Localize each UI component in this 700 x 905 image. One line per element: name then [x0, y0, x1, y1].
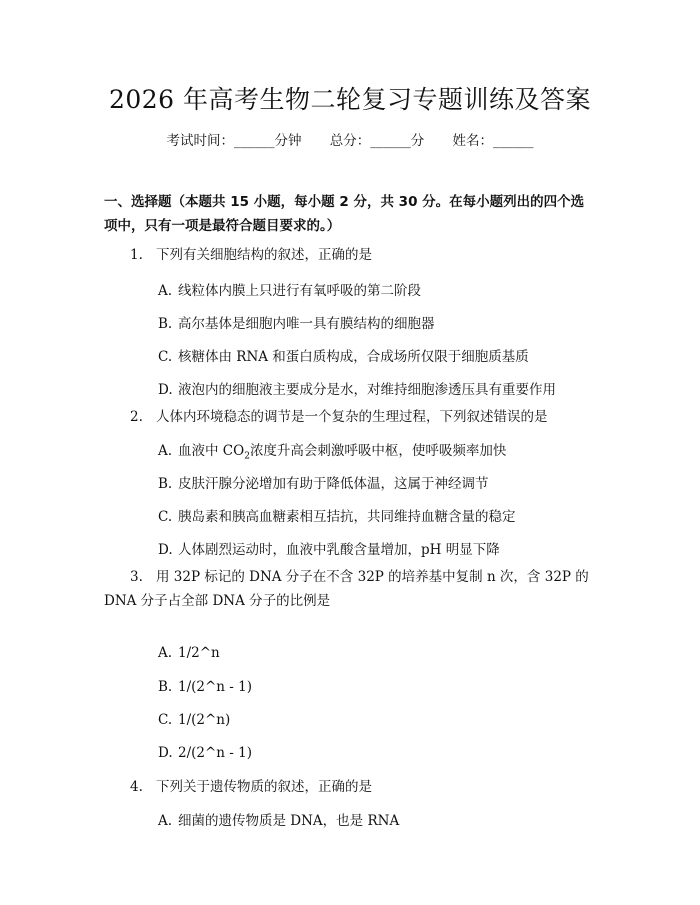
- student-name-field: 姓名：______: [452, 133, 534, 149]
- option-text: 1/2^n: [178, 645, 220, 661]
- question-text: 人体内环境稳态的调节是一个复杂的生理过程，下列叙述错误的是: [156, 409, 548, 425]
- option-letter: A.: [158, 813, 173, 829]
- option-text: 1/(2^n): [178, 712, 231, 728]
- question-number: 2.: [130, 409, 143, 425]
- question-2-option-d: [158, 539, 598, 561]
- question-2-stem: [104, 405, 596, 429]
- question-2-option-a: [158, 440, 598, 462]
- question-text: 下列有关细胞结构的叙述，正确的是: [156, 247, 372, 263]
- option-letter: C.: [158, 509, 173, 525]
- question-number: 1.: [130, 247, 143, 263]
- option-text: 2/(2^n - 1): [178, 745, 252, 761]
- option-text: 人体剧烈运动时，血液中乳酸含量增加，pH 明显下降: [178, 542, 500, 558]
- option-text: 高尔基体是细胞内唯一具有膜结构的细胞器: [178, 316, 435, 332]
- option-letter: A.: [158, 443, 173, 459]
- option-text: 细菌的遗传物质是 DNA，也是 RNA: [178, 813, 400, 829]
- option-text: 液泡内的细胞液主要成分是水，对维持细胞渗透压具有重要作用: [178, 382, 556, 398]
- question-3-option-d: [158, 742, 598, 764]
- page-title: 2026 年高考生物二轮复习专题训练及答案: [108, 85, 592, 114]
- question-2-option-b: [158, 473, 598, 495]
- option-letter: D.: [158, 382, 173, 398]
- exam-time-field: 考试时间：______分钟: [166, 133, 302, 149]
- question-1-stem: [104, 243, 596, 267]
- option-letter: C.: [158, 349, 173, 365]
- question-number: 3.: [130, 569, 143, 585]
- question-3-option-a: [158, 642, 598, 664]
- question-text: 用 32P 标记的 DNA 分子在不含 32P 的培养基中复制 n 次，含 32P 的 DNA 分子占全部 DNA 分子的比例是: [104, 569, 589, 609]
- question-1-option-c: [158, 346, 598, 368]
- option-text: 核糖体由 RNA 和蛋白质构成，合成场所仅限于细胞质基质: [178, 349, 529, 365]
- question-1-option-b: [158, 313, 598, 335]
- question-text: 下列关于遗传物质的叙述，正确的是: [156, 779, 372, 795]
- option-letter: B.: [158, 679, 173, 695]
- option-letter: A.: [158, 645, 173, 661]
- question-3-option-c: [158, 709, 598, 731]
- question-1-option-d: [158, 379, 598, 401]
- question-4-option-a: [158, 810, 598, 832]
- option-letter: A.: [158, 283, 173, 299]
- question-3-stem: [104, 565, 596, 613]
- option-text: 线粒体内膜上只进行有氧呼吸的第二阶段: [178, 283, 421, 299]
- question-2-option-c: [158, 506, 598, 528]
- option-text-pre: 血液中 CO: [178, 443, 245, 459]
- option-text-post: 浓度升高会刺激呼吸中枢，使呼吸频率加快: [249, 443, 507, 459]
- question-4-stem: [104, 775, 596, 799]
- option-text: 皮肤汗腺分泌增加有助于降低体温，这属于神经调节: [178, 476, 489, 492]
- total-score-field: 总分：______分: [329, 133, 425, 149]
- option-text: 胰岛素和胰高血糖素相互拮抗，共同维持血糖含量的稳定: [178, 509, 516, 525]
- exam-info-line: [0, 130, 700, 152]
- option-text-subscript: 2: [244, 451, 250, 462]
- question-3-option-b: [158, 676, 598, 698]
- question-number: 4.: [130, 779, 143, 795]
- option-letter: B.: [158, 316, 173, 332]
- option-text: 1/(2^n - 1): [178, 679, 252, 695]
- option-letter: D.: [158, 745, 173, 761]
- question-1-option-a: [158, 280, 598, 302]
- option-letter: D.: [158, 542, 173, 558]
- option-letter: B.: [158, 476, 173, 492]
- option-letter: C.: [158, 712, 173, 728]
- section-heading: 一、选择题（本题共 15 小题，每小题 2 分，共 30 分。在每小题列出的四个选项中，只有一项是最符合题目要求的。）: [104, 194, 585, 234]
